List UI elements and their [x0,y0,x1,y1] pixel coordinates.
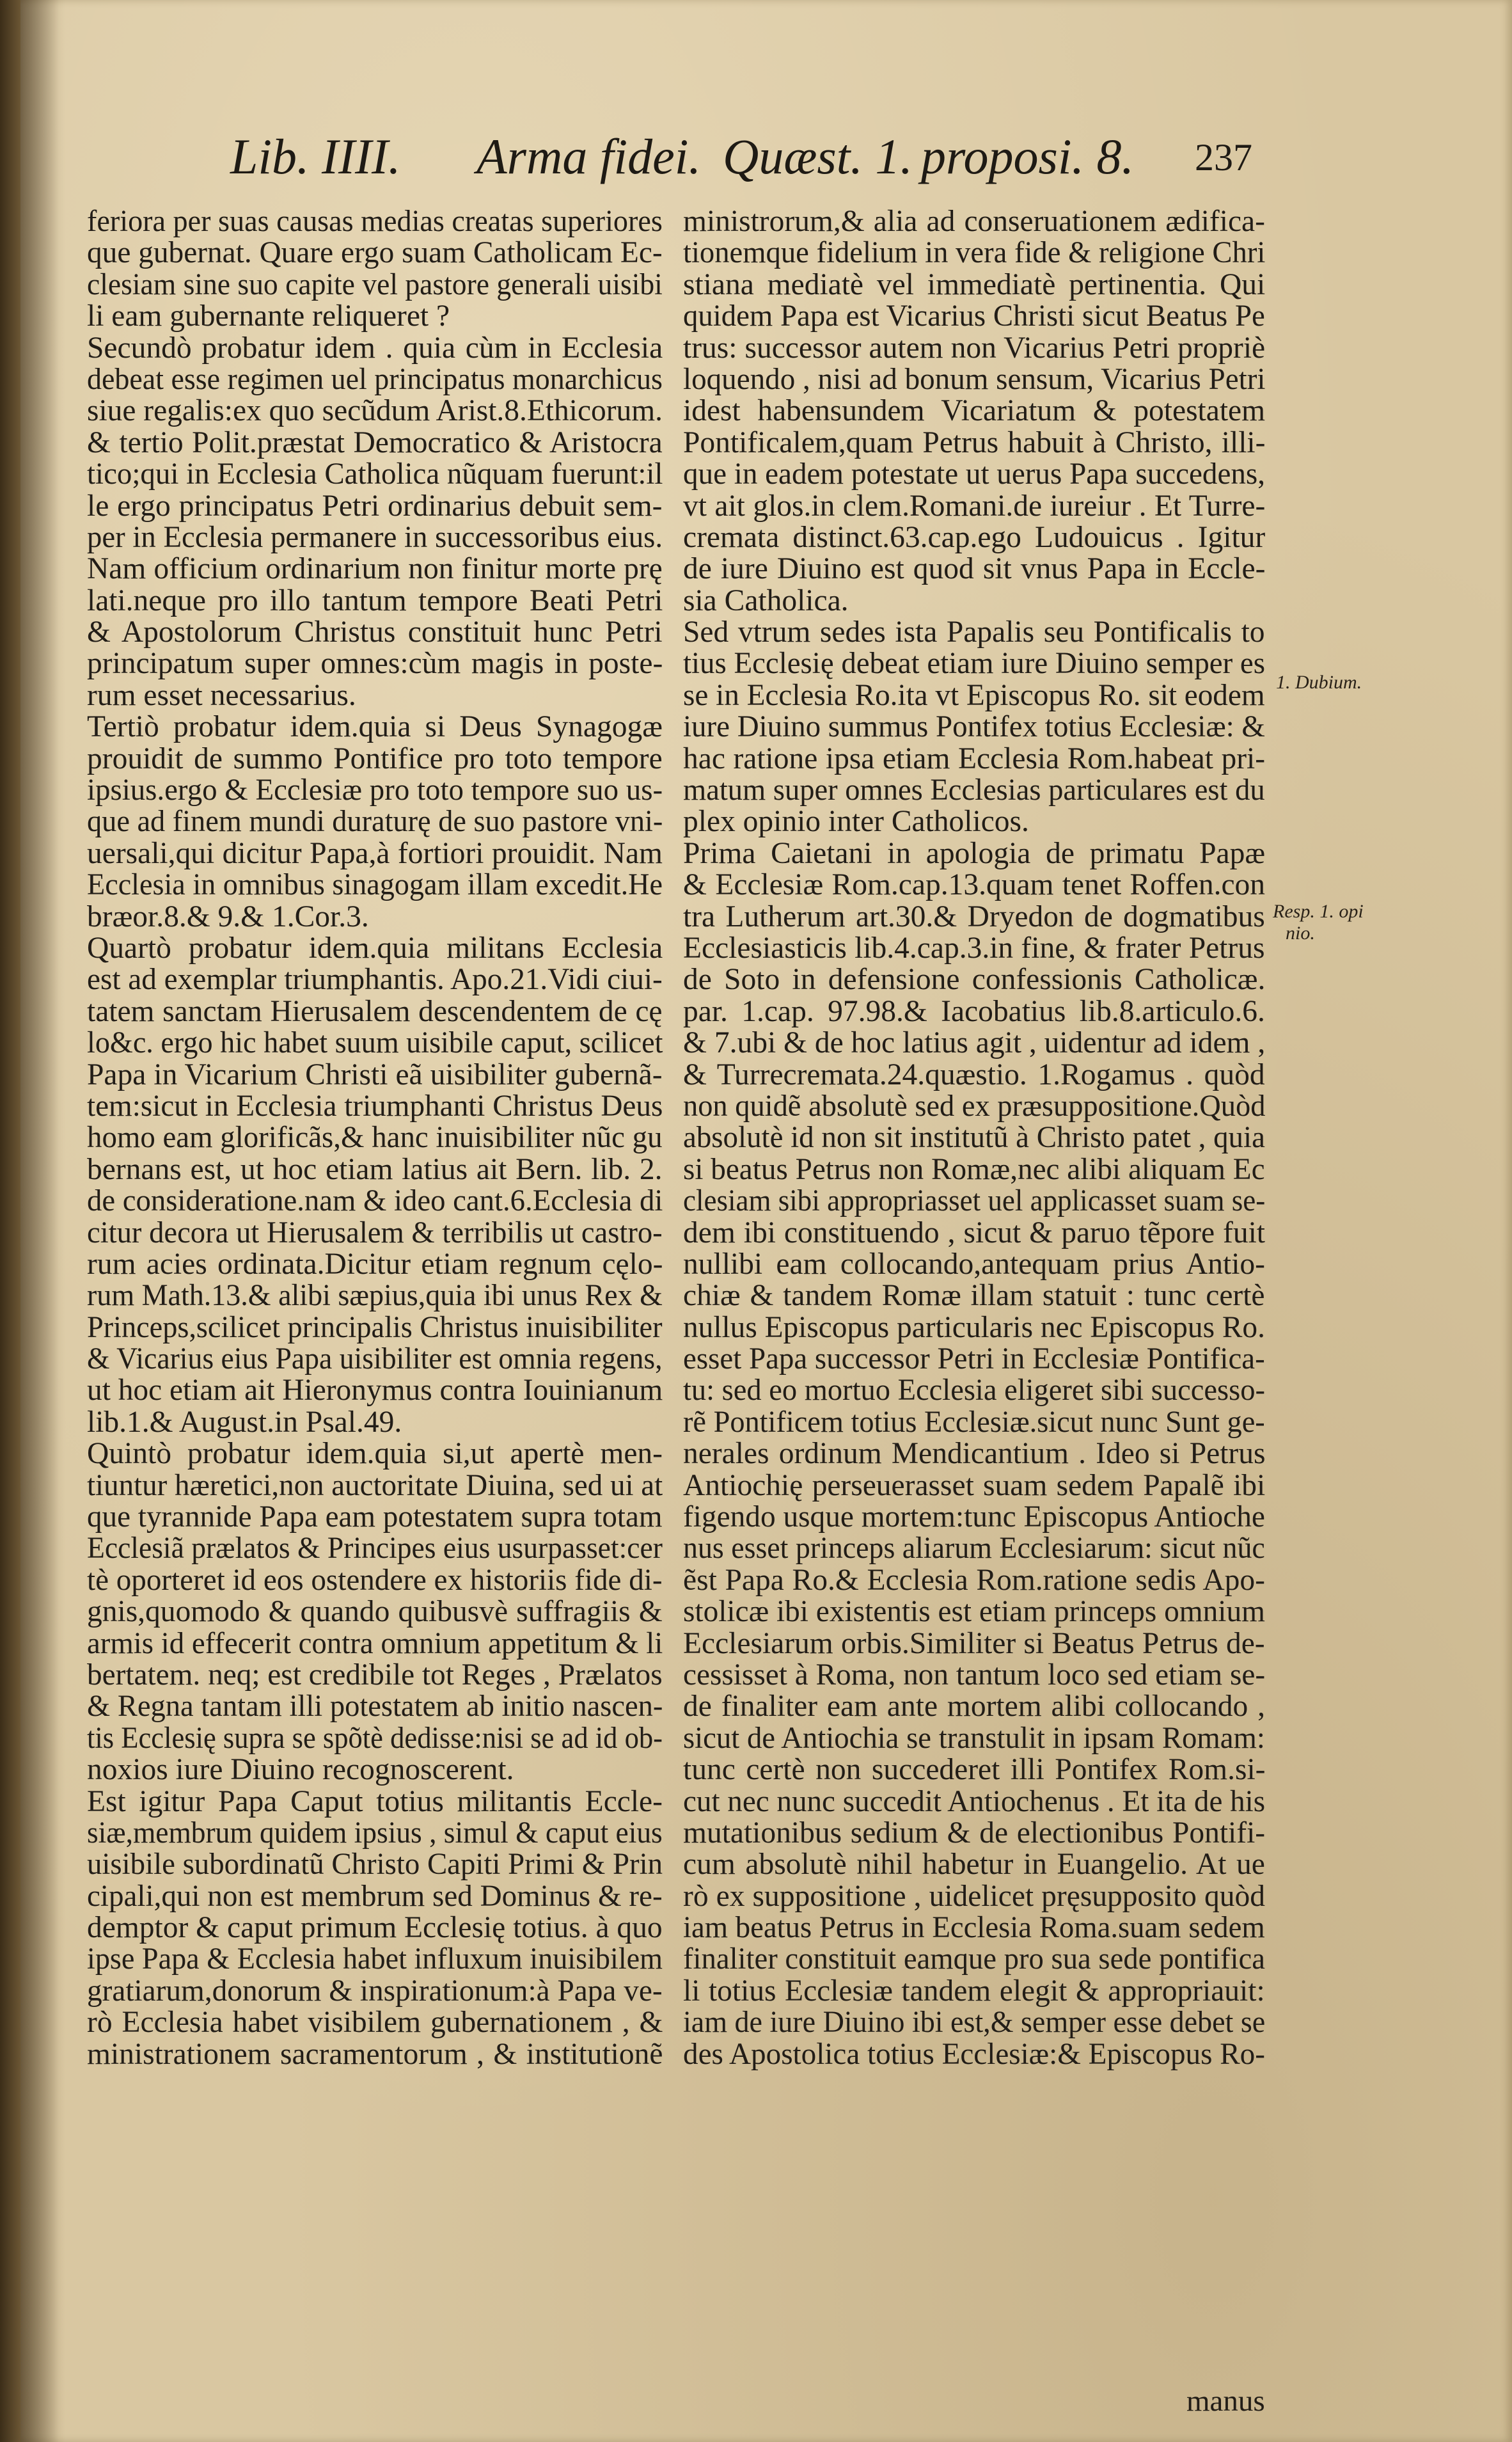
text-line: de finaliter eam ante mortem alibi collocando , [683,1690,1265,1724]
text-line: citur decora ut Hierusalem & terribilis ut castro- [87,1216,663,1249]
text-line: que ad finem mundi duraturę de suo pastore vni- [87,805,663,839]
text-line: li totius Ecclesiæ tandem elegit & appropriauit: [683,1974,1265,2008]
text-line: cum absolutè nihil habetur in Euangelio. At ue [683,1848,1265,1882]
text-line: hac ratione ipsa etiam Ecclesia Rom.habeat pri- [683,741,1266,775]
margin-note-line: Resp. 1. opi [1273,901,1364,922]
text-line: clesiam sine suo capite vel pastore generali uisibi [87,267,663,301]
text-line: tionemque fidelium in vera fide & religione Chri [683,236,1266,270]
text-line: que tyrannide Papa eam potestatem supra totam [87,1500,663,1534]
book-gutter [0,0,20,2442]
text-line: Nam officium ordinarium non finitur morte prę [87,552,663,586]
text-line: lib.1.& August.in Psal.49. [87,1405,402,1439]
text-line: ut hoc etiam ait Hieronymus contra Iouinianum [87,1374,663,1407]
text-line: Est igitur Papa Caput totius militantis Eccle- [87,1784,663,1818]
text-line: est ad exemplar triumphantis. Apo.21.Vidi ciui- [87,963,663,997]
text-line: & Vicarius eius Papa uisibiliter est omnia regens, [87,1342,663,1376]
text-line: bernans est, ut hoc etiam latius ait Bern. lib. 2. [87,1152,663,1186]
text-line: de Soto in defensione confessionis Catholicæ. [683,963,1266,997]
text-line: Papa in Vicarium Christi eã uisibiliter gubernã- [87,1058,663,1091]
text-line: & Regna tantam illi potestatem ab initio nascen- [87,1690,663,1724]
page-number: 237 [1195,136,1252,178]
text-line: dem ibi constituendo , sicut & paruo tẽpore fuit [683,1216,1265,1249]
text-line: stiana mediatè vel immediatè pertinentia. Qui [683,267,1266,301]
text-line: Ecclesia in omnibus sinagogam illam excedit.He [87,868,663,902]
text-line: & Turrecremata.24.quæstio. 1.Rogamus . quòd [683,1058,1265,1091]
text-line: tis Ecclesię supra se spõtè dedisse:nisi se ad id ob- [87,1721,663,1755]
text-line: tius Ecclesię debeat etiam iure Diuino semper es [683,647,1265,681]
text-line: loquendo , nisi ad bonum sensum, Vicarius Petri [683,362,1266,396]
text-line: debeat esse regimen uel principatus monarchicus [87,362,663,396]
text-line: cipali,qui non est membrum sed Dominus & re- [87,1879,663,1913]
text-line: tico;qui in Ecclesia Catholica nũquam fuerunt:il [87,457,663,491]
margin-note-responsio [1273,901,1364,944]
text-line: de iure Diuino est quod sit vnus Papa in Eccle- [683,552,1266,586]
text-line: rum acies ordinata.Dicitur etiam regnum cęlo- [87,1247,663,1281]
margin-note-line: nio. [1286,923,1315,944]
text-line: non quidẽ absolutè sed ex præsuppositione.Quòd [683,1089,1266,1123]
text-line: chiæ & tandem Romæ illam statuit : tunc certè [683,1279,1265,1313]
text-line: par. 1.cap. 97.98.& Iacobatius lib.8.articulo.6. [683,994,1265,1028]
text-line: Ecclesiasticis lib.4.cap.3.in fine, & frater Petrus [683,931,1265,965]
text-line: que gubernat. Quare ergo suam Catholicam Ec- [87,236,663,270]
text-line: ipse Papa & Ecclesia habet influxum inuisibilem [87,1942,663,1976]
text-line: rò Ecclesia habet visibilem gubernationem , & [87,2006,663,2040]
text-line: & tertio Polit.præstat Democratico & Aristocra [87,425,663,459]
text-line: Pontificalem,quam Petrus habuit à Christo, illi- [683,425,1266,459]
text-line: rum Math.13.& alibi sæpius,quia ibi unus Rex & [87,1279,663,1313]
text-line: rẽ Pontificem totius Ecclesiæ.sicut nunc Sunt ge- [683,1405,1265,1439]
text-line: plex opinio inter Catholicos. [683,805,1029,839]
text-line: siæ,membrum quidem ipsius , simul & caput eius [87,1816,663,1850]
text-line: noxios iure Diuino recognoscerent. [87,1753,514,1787]
text-line: lati.neque pro illo tantum tempore Beati Petri [87,583,663,617]
text-line: tu: sed eo mortuo Ecclesia eligeret sibi successo- [683,1374,1265,1407]
text-line: siue regalis:ex quo secũdum Arist.8.Ethicorum. [87,394,663,428]
text-line: des Apostolica totius Ecclesiæ:& Episcopus Ro- [683,2037,1265,2071]
text-line: matum super omnes Ecclesias particulares est du [683,773,1265,807]
text-line: nus esset princeps aliarum Ecclesiarum: sicut nũc [683,1532,1265,1566]
header-title: Arma fidei. [476,129,701,184]
text-line: uisibile subordinatũ Christo Capiti Primi & Prin [87,1848,663,1882]
text-line: quidem Papa est Vicarius Christi sicut Beatus Pe [683,299,1265,333]
text-line: prouidit de summo Pontifice pro toto tempore [87,741,663,775]
text-line: demptor & caput primum Ecclesię totius. à quo [87,1911,663,1945]
text-line: iam de iure Diuino ibi est,& semper esse debet se [683,2006,1266,2040]
left-text-column [87,206,663,2070]
text-line: le ergo principatus Petri ordinarius debuit sem- [87,489,663,523]
text-line: bræor.8.& 9.& 1.Cor.3. [87,900,369,933]
text-line: tatem sanctam Hierusalem descendentem de cę [87,994,663,1028]
text-line: mutationibus sedium & de electionibus Pontifi- [683,1816,1266,1850]
text-line: Antiochię perseuerasset suam sedem Papalẽ ibi [683,1468,1266,1502]
text-line: esset Papa successor Petri in Ecclesiæ Pontifica- [683,1342,1265,1376]
catchword: manus [1186,2384,1265,2418]
text-line: tunc certè non succederet illi Pontifex Rom.si- [683,1753,1266,1787]
text-line: de consideratione.nam & ideo cant.6.Ecclesia di [87,1184,663,1218]
text-line: li eam gubernante reliqueret ? [87,299,450,333]
text-line: homo eam glorificãs,& hanc inuisibiliter nũc gu [87,1121,663,1155]
text-line: gnis,quomodo & quando quibusvè suffragiis & [87,1595,663,1629]
text-line: cessisset à Roma, non tantum loco sed etiam se- [683,1658,1266,1692]
text-line: se in Ecclesia Ro.ita vt Episcopus Ro. sit eodem [683,678,1265,712]
text-line: sicut de Antiochia se transtulit in ipsam Romam: [683,1721,1265,1755]
text-line: per in Ecclesia permanere in successoribus eius. [87,520,663,554]
running-header [0,128,1512,198]
text-line: nerales ordinum Mendicantium . Ideo si Petrus [683,1437,1266,1471]
header-book: Lib. IIII. [230,129,401,184]
text-line: absolutè id non sit institutũ à Christo patet , quia [683,1121,1265,1155]
text-line: lo&c. ergo hic habet suum uisibile caput, scilicet [87,1026,663,1060]
text-line: Quartò probatur idem.quia militans Ecclesia [87,931,663,965]
text-line: si beatus Petrus non Romæ,nec alibi aliquam Ec [683,1152,1265,1186]
text-line: uersali,qui dicitur Papa,à fortiori prouidit. Nam [87,836,663,870]
text-line: Ecclesiã prælatos & Principes eius usurpasset:cer [87,1532,663,1566]
text-line: iure Diuino summus Pontifex totius Ecclesiæ: & [683,710,1265,744]
text-line: que in eadem potestate ut uerus Papa succedens, [683,457,1266,491]
right-text-column [683,206,1265,2070]
text-line: iam beatus Petrus in Ecclesia Roma.suam sedem [683,1911,1265,1945]
text-line: rum esset necessarius. [87,678,356,712]
text-line: Quintò probatur idem.quia si,ut apertè men- [87,1437,663,1471]
text-line: cremata distinct.63.cap.ego Ludouicus . Igitur [683,520,1266,554]
header-proposition: proposi. 8. [921,129,1134,184]
text-line: Sed vtrum sedes ista Papalis seu Pontificalis to [683,615,1265,649]
text-line: & Ecclesiæ Rom.cap.13.quam tenet Roffen.con [683,868,1266,902]
text-line: nullus Episcopus particularis nec Episcopus Ro. [683,1310,1265,1344]
text-line: Secundò probatur idem . quia cùm in Ecclesia [87,331,663,365]
text-line: stolicæ ibi existentis est etiam princeps omnium [683,1595,1265,1629]
text-line: nullibi eam collocando,antequam prius Antio- [683,1247,1265,1281]
text-line: Prima Caietani in apologia de primatu Papæ [683,836,1265,870]
margin-note-dubium: 1. Dubium. [1276,672,1362,693]
text-line: sia Catholica. [683,583,849,617]
text-line: rò ex suppositione , uidelicet pręsupposito quòd [683,1879,1265,1913]
text-line: gratiarum,donorum & inspirationum:à Papa ve- [87,1974,663,2008]
text-line: figendo usque mortem:tunc Episcopus Antioche [683,1500,1265,1534]
text-line: vt ait glos.in clem.Romani.de iureiur . Et Turre- [683,489,1266,523]
text-line: Tertiò probatur idem.quia si Deus Synagogæ [87,710,663,744]
text-line: tiuntur hæretici,non auctoritate Diuina, sed ui at [87,1468,663,1502]
text-line: tem:sicut in Ecclesia triumphanti Christus Deus [87,1089,663,1123]
text-line: cut nec nunc succedit Antiochenus . Et ita de his [683,1784,1266,1818]
text-line: trus: successor autem non Vicarius Petri propriè [683,331,1266,365]
text-line: ipsius.ergo & Ecclesiæ pro toto tempore suo us- [87,773,663,807]
text-line: & 7.ubi & de hoc latius agit , uidentur ad idem , [683,1026,1266,1060]
header-question: Quæst. 1. [723,129,913,184]
text-line: ministrorum,& alia ad conseruationem ædifica- [683,205,1265,238]
text-line: Princeps,scilicet principalis Christus inuisibiliter [87,1310,663,1344]
text-line: idest habensundem Vicariatum & potestatem [683,394,1266,428]
text-line: finaliter constituit eamque pro sua sede pontifica [683,1942,1265,1976]
text-line: & Apostolorum Christus constituit hunc Petri [87,615,663,649]
text-line: bertatem. neq; est credibile tot Reges , Prælatos [87,1658,663,1692]
text-line: principatum super omnes:cùm magis in poste- [87,647,663,681]
text-line: clesiam sibi appropriasset uel applicasset suam se- [683,1184,1266,1218]
text-line: tra Lutherum art.30.& Dryedon de dogmatibus [683,900,1265,933]
text-line: ministrationem sacramentorum , & institutionẽ [87,2037,663,2071]
text-line: feriora per suas causas medias creatas superiores [87,205,663,238]
text-line: Ecclesiarum orbis.Similiter si Beatus Petrus de- [683,1626,1265,1660]
text-line: tè oporteret id eos ostendere ex historiis fide di- [87,1563,663,1597]
text-line: ẽst Papa Ro.& Ecclesia Rom.ratione sedis Apo- [683,1563,1265,1597]
text-line: armis id effecerit contra omnium appetitum & li [87,1626,663,1660]
